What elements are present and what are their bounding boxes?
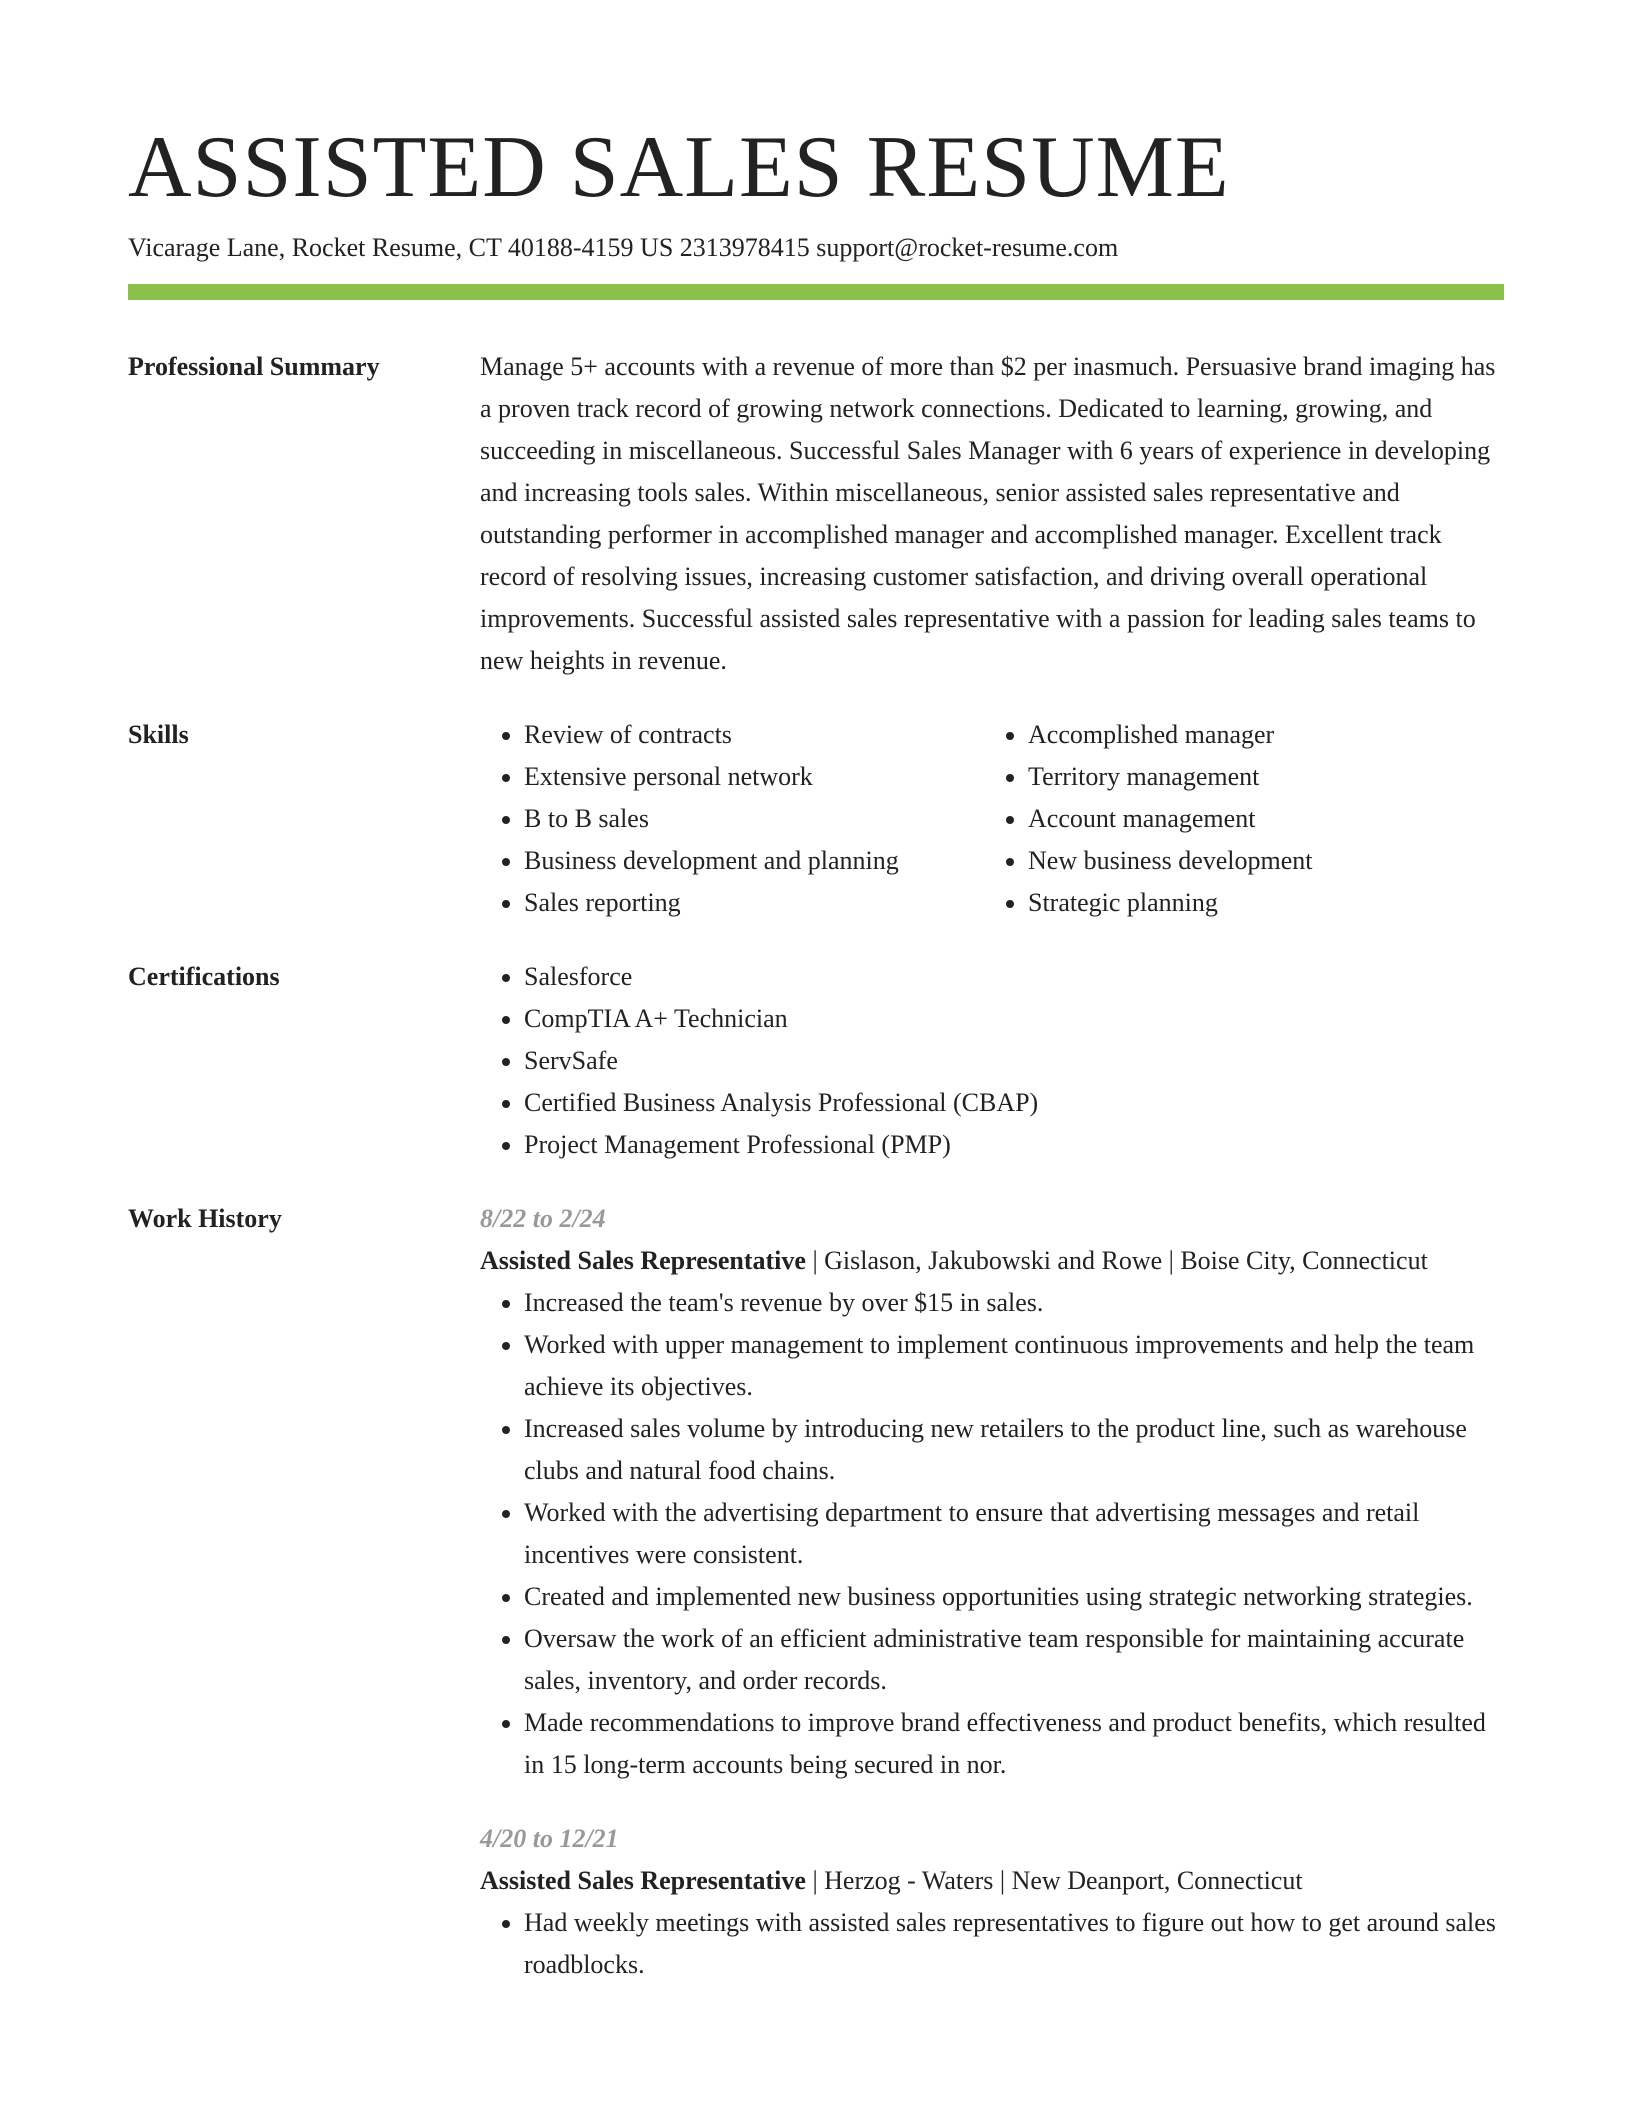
skill-item: • Accomplished manager [1028,714,1488,756]
job-title: Assisted Sales Representative [480,1866,806,1895]
resume-title: ASSISTED SALES RESUME [128,119,1230,216]
certification-item: • Certified Business Analysis Professional (CBAP) [524,1082,1504,1124]
header-divider [128,284,1504,300]
contact-email: support@rocket-resume.com [816,233,1119,262]
job-bullets [480,1282,1504,1786]
contact-address: Vicarage Lane, Rocket Resume, CT 40188-4159 US [128,233,680,262]
job-entry [480,1818,1504,1986]
skills-label: Skills [128,720,189,749]
job-bullets [480,1902,1504,1986]
job-dates: 8/22 to 2/24 [480,1204,606,1233]
certification-item: • CompTIA A+ Technician [524,998,1504,1040]
certifications-list [480,956,1504,1166]
job-bullet: • Had weekly meetings with assisted sales representatives to figure out how to get around sales roadblocks. [524,1902,1504,1986]
skills-list-left [480,714,984,924]
skill-item: • Review of contracts [524,714,984,756]
skill-item: • Extensive personal network [524,756,984,798]
work-history-section [128,1198,1504,1986]
work-history-label: Work History [128,1204,282,1233]
job-heading [480,1240,1504,1282]
resume-page [128,120,1504,1986]
summary-text: Manage 5+ accounts with a revenue of more than $2 per inasmuch. Persuasive brand imaging has a proven track record of growing network connections. Dedicated to learning, growing, and succeeding in miscellaneous. Successful Sales Manager with 6 years of experience in developing and increasing tools sales. Within miscellaneous, senior assisted sales representative and outstanding performer in accomplished manager and accomplished manager. Excellent track record of resolving issues, increasing customer satisfaction, and driving overall operational improvements. Successful assisted sales representative with a passion for leading sales teams to new heights in revenue. [480,352,1496,675]
job-bullet: • Worked with upper management to implement continuous improvements and help the team achieve its objectives. [524,1324,1504,1408]
job-title: Assisted Sales Representative [480,1246,806,1275]
skills-columns [480,714,1504,924]
certification-item: • ServSafe [524,1040,1504,1082]
contact-line [128,230,1504,266]
job-heading [480,1860,1504,1902]
job-bullet: • Oversaw the work of an efficient administrative team responsible for maintaining accurate sales, inventory, and order records. [524,1618,1504,1702]
skill-item: • New business development [1028,840,1488,882]
skill-item: • Business development and planning [524,840,984,882]
contact-phone: 2313978415 [679,233,817,262]
job-dates: 4/20 to 12/21 [480,1824,619,1853]
certification-item: • Salesforce [524,956,1504,998]
skill-item: • B to B sales [524,798,984,840]
job-bullet: • Increased sales volume by introducing new retailers to the product line, such as warehouse clubs and natural food chains. [524,1408,1504,1492]
certifications-section [128,956,1504,1166]
skill-item: • Territory management [1028,756,1488,798]
job-bullet: • Made recommendations to improve brand effectiveness and product benefits, which resulted in 15 long-term accounts being secured in nor. [524,1702,1504,1786]
job-details: | Gislason, Jakubowski and Rowe | Boise City, Connecticut [805,1246,1428,1275]
skill-item: • Sales reporting [524,882,984,924]
skill-item: • Account management [1028,798,1488,840]
certifications-label: Certifications [128,962,280,991]
certification-item: • Project Management Professional (PMP) [524,1124,1504,1166]
job-details: | Herzog - Waters | New Deanport, Connecticut [805,1866,1303,1895]
skills-list-right [984,714,1488,924]
job-bullet: • Created and implemented new business opportunities using strategic networking strategies. [524,1576,1504,1618]
skill-item: • Strategic planning [1028,882,1488,924]
summary-section [128,346,1504,682]
job-bullet: • Increased the team's revenue by over $15 in sales. [524,1282,1504,1324]
job-entry [480,1198,1504,1786]
job-bullet: • Worked with the advertising department to ensure that advertising messages and retail incentives were consistent. [524,1492,1504,1576]
skills-section [128,714,1504,924]
summary-label: Professional Summary [128,352,380,381]
